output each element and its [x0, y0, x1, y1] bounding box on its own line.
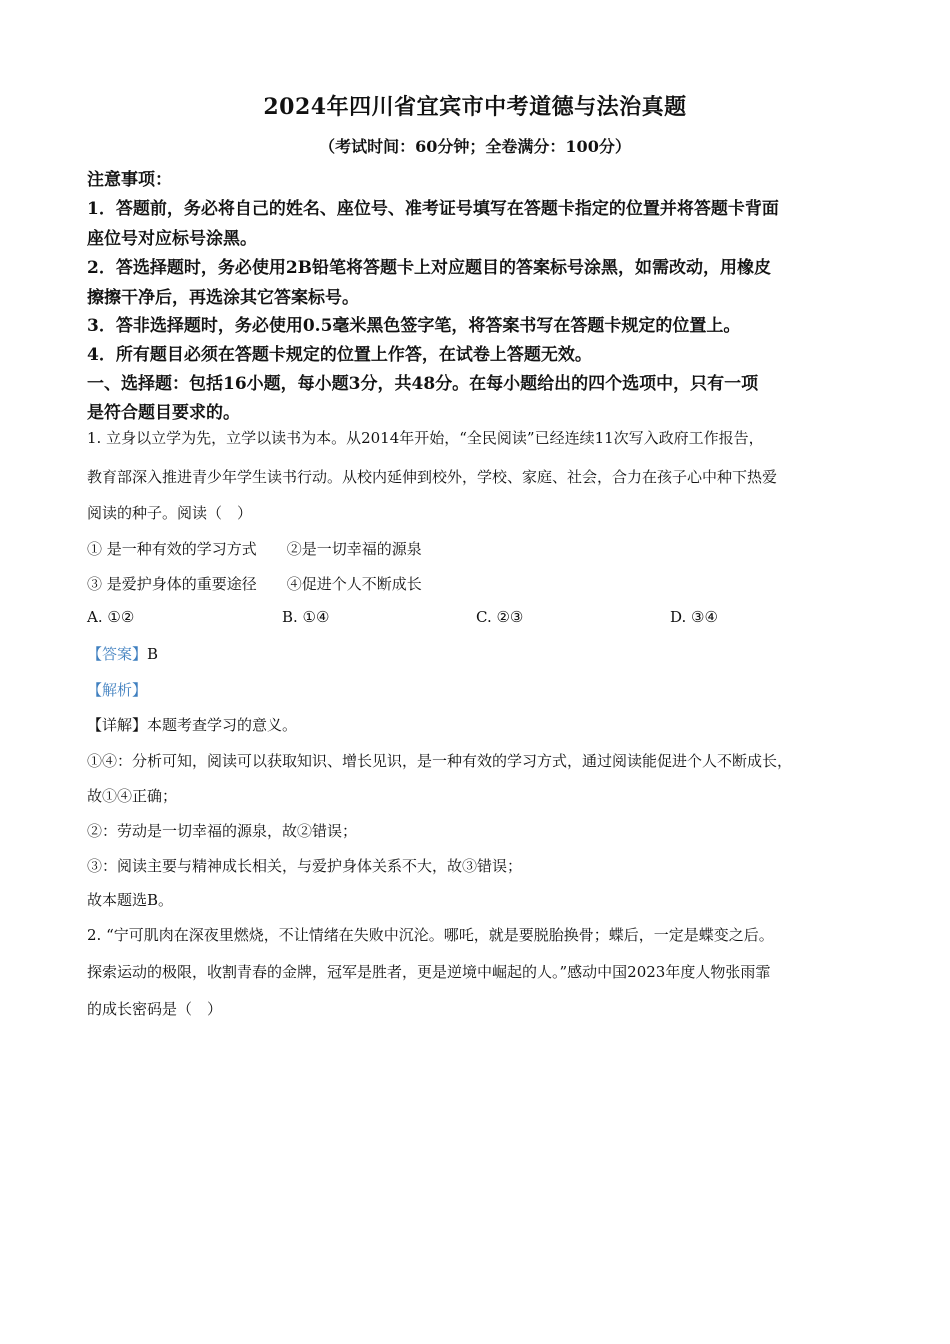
question-1-option-b: B. ①④	[282, 608, 330, 626]
question-2-stem: 探索运动的极限，收割青春的金牌，冠军是胜者，更是逆境中崛起的人。”感动中国2023年度人物张雨霏	[87, 963, 771, 981]
section-heading: 是符合题目要求的。	[87, 403, 240, 423]
question-2-stem: 的成长密码是（ ）	[87, 1000, 223, 1018]
question-1-analysis-label: 【解析】	[87, 681, 148, 699]
answer-label: 【答案】	[87, 645, 148, 663]
question-1-statement: ① 是一种有效的学习方式 ②是一切幸福的源泉	[87, 540, 422, 558]
question-1-option-c: C. ②③	[476, 608, 524, 626]
question-1-option-d: D. ③④	[670, 608, 718, 626]
question-1-detail: ②：劳动是一切幸福的源泉，故②错误；	[87, 822, 358, 840]
question-1-detail: ③：阅读主要与精神成长相关，与爱护身体关系不大，故③错误；	[87, 857, 523, 875]
note-line: 座位号对应标号涂黑。	[87, 229, 257, 249]
question-1-statement: ③ 是爱护身体的重要途径 ④促进个人不断成长	[87, 575, 422, 593]
note-line: 3．答非选择题时，务必使用0.5毫米黑色签字笔，将答案书写在答题卡规定的位置上。	[87, 316, 741, 336]
question-1-answer	[87, 643, 158, 664]
question-1-detail: 【详解】本题考查学习的意义。	[87, 716, 298, 734]
question-1-stem: 1. 立身以立学为先，立学以读书为本。从2014年开始，“全民阅读”已经连续11次写入政府工作报告，	[87, 429, 764, 447]
page-title: 2024年四川省宜宾市中考道德与法治真题	[263, 94, 687, 120]
note-line: 擦擦干净后，再选涂其它答案标号。	[87, 288, 359, 308]
note-line: 1．答题前，务必将自己的姓名、座位号、准考证号填写在答题卡指定的位置并将答题卡背面	[87, 199, 779, 219]
exam-info: （考试时间：60分钟；全卷满分：100分）	[319, 137, 631, 156]
question-1-detail: 故本题选B。	[87, 891, 174, 909]
question-1-option-a: A. ①②	[87, 608, 135, 626]
question-2-stem: 2. “宁可肌肉在深夜里燃烧，不让情绪在失败中沉沦。哪吒，就是要脱胎换骨；蝶后，一定是蝶变之后。	[87, 926, 774, 944]
question-1-detail: 故①④正确；	[87, 787, 178, 805]
question-1-stem: 阅读的种子。阅读（ ）	[87, 504, 253, 522]
note-line: 2．答选择题时，务必使用2B铅笔将答题卡上对应题目的答案标号涂黑，如需改动，用橡皮	[87, 258, 772, 278]
question-1-detail: ①④：分析可知，阅读可以获取知识、增长见识，是一种有效的学习方式，通过阅读能促进个人不断成长，	[87, 752, 793, 770]
question-1-stem: 教育部深入推进青少年学生读书行动。从校内延伸到校外，学校、家庭、社会，合力在孩子心中种下热爱	[87, 468, 778, 486]
answer-value: B	[147, 645, 159, 663]
note-line: 4．所有题目必须在答题卡规定的位置上作答，在试卷上答题无效。	[87, 345, 592, 365]
notes-heading: 注意事项：	[87, 170, 172, 190]
section-heading: 一、选择题：包括16小题，每小题3分，共48分。在每小题给出的四个选项中，只有一项	[87, 374, 759, 394]
